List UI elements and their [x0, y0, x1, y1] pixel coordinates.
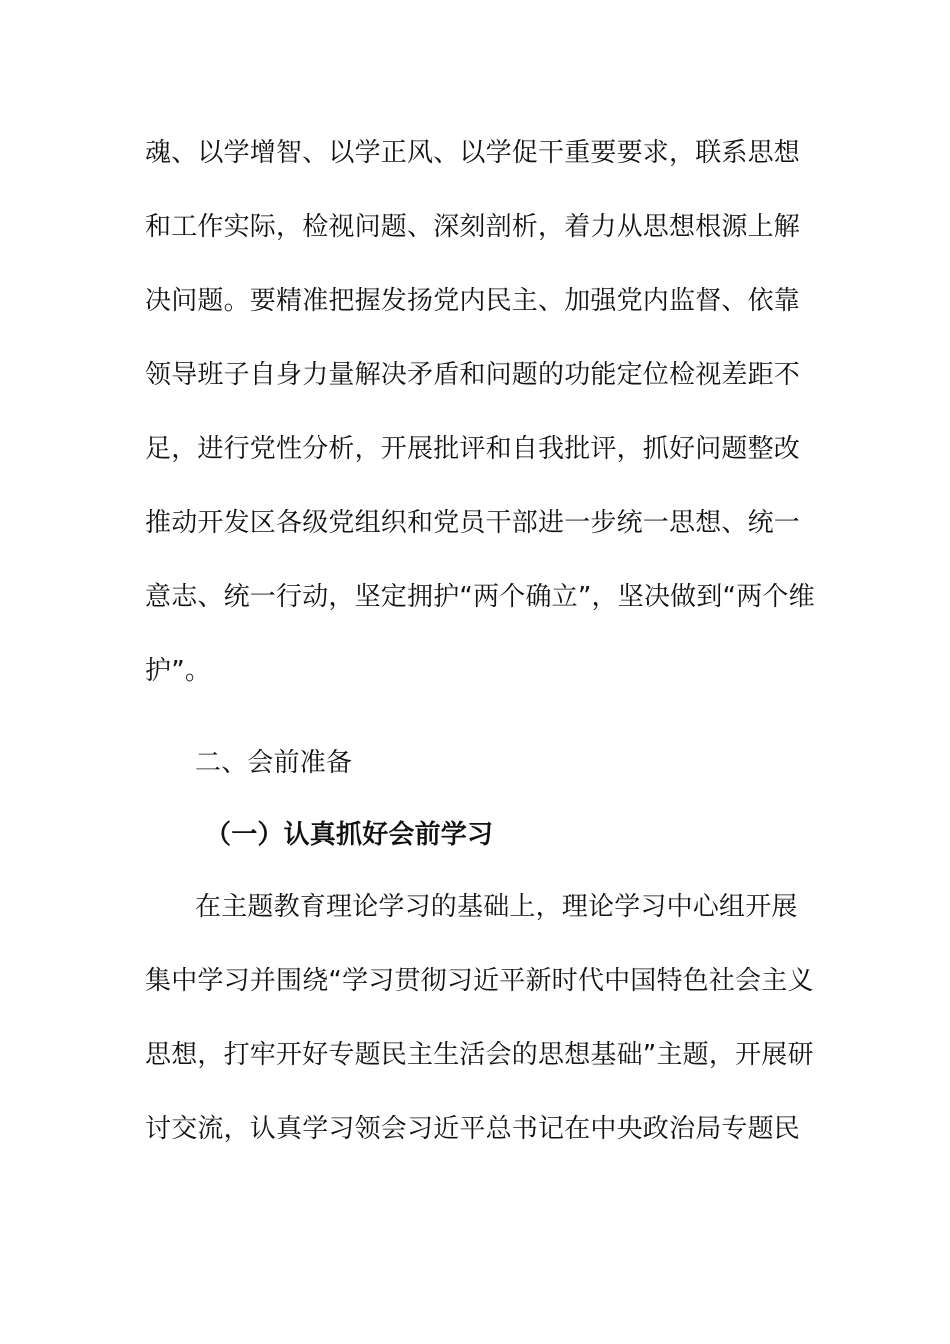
paragraph-line: 足，进行党性分析，开展批评和自我批评，抓好问题整改 [145, 434, 801, 464]
section-heading: 二、会前准备 [195, 748, 353, 778]
paragraph-line: 领导班子自身力量解决矛盾和问题的功能定位检视差距不 [145, 360, 801, 390]
paragraph-line: 护”。 [145, 656, 212, 686]
paragraph-line: 讨交流，认真学习领会习近平总书记在中央政治局专题民 [145, 1114, 801, 1144]
subsection-heading: （一）认真抓好会前学习 [205, 820, 494, 850]
paragraph-line: 意志、统一行动，坚定拥护“两个确立”，坚决做到“两个维 [145, 582, 815, 612]
paragraph-line: 魂、以学增智、以学正风、以学促干重要要求，联系思想 [145, 138, 801, 168]
paragraph-line: 决问题。要精准把握发扬党内民主、加强党内监督、依靠 [145, 286, 801, 316]
paragraph-line: 思想，打牢开好专题民主生活会的思想基础”主题，开展研 [145, 1040, 814, 1070]
paragraph-line: 推动开发区各级党组织和党员干部进一步统一思想、统一 [145, 508, 801, 538]
paragraph-line: 和工作实际，检视问题、深刻剖析，着力从思想根源上解 [145, 212, 801, 242]
paragraph-line: 在主题教育理论学习的基础上，理论学习中心组开展 [195, 892, 798, 922]
paragraph-line: 集中学习并围绕“学习贯彻习近平新时代中国特色社会主义 [145, 966, 814, 996]
